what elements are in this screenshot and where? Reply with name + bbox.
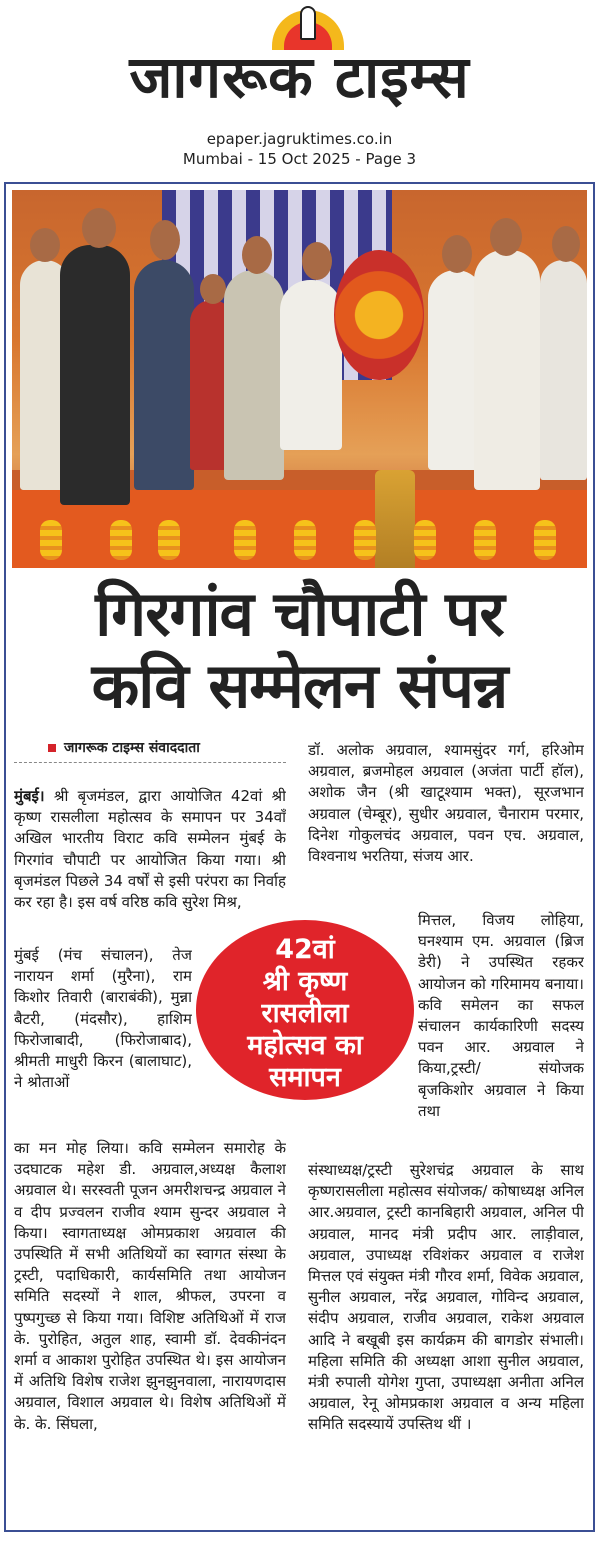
- dateline-city: मुंबई।: [14, 787, 45, 805]
- logo-pen-nib-icon: [300, 6, 316, 40]
- masthead: [0, 0, 599, 180]
- badge-line-2: श्री कृष्ण: [262, 966, 348, 997]
- newspaper-title: जागरूक टाइम्स: [129, 43, 470, 111]
- article-right-paragraph-2: संस्थाध्यक्ष/ट्रस्टी सुरेशचंद्र अग्रवाल के साथ कृष्णरासलीला महोत्सव संयोजक/ कोषाध्यक्ष अनिल आर.अग्रवाल, ट्रस्टी कानबिहारी अग्रवाल, अनिल पी अग्रवाल, मानद मंत्री प्रदीप आर. लाड़ीवाल, अग्रवाल, उपाध्यक्ष रविशंकर अग्रवाल व राजेश मित्तल एवं संयुक्त मंत्री गौरव शर्मा, विवेक अग्रवाल, सुनील अग्रवाल, नरेंद्र अग्रवाल, गोविन्द अग्रवाल, संदीप अग्रवाल, राजीव अग्रवाल, राकेश अग्रवाल आदि ने बखूबी इस कार्यक्रम की बागडोर संभाली। महिला समिति की अध्यक्षा आशा सुनील अग्रवाल, मंत्री रुपाली योगेश गुप्ता, उपाध्यक्षा अनीता अनिल अग्रवाल, रेनू ओमप्रकाश अग्रवाल व अन्य महिला समिति सदस्यायें उपस्तिथ थीं ।: [308, 1161, 584, 1434]
- edition-dateline: Mumbai - 15 Oct 2025 - Page 3: [182, 150, 417, 168]
- headline: [12, 578, 587, 722]
- highlight-badge: [196, 920, 414, 1100]
- article-left-paragraph-2: का मन मोह लिया। कवि सम्मेलन समारोह के उदघाटक महेश डी. अग्रवाल,अध्यक्ष कैलाश अग्रवाल थे। सरस्वती पूजन अमरीशचन्द्र अग्रवाल ने व दीप प्रज्वलन राजीव श्याम सुन्दर अग्रवाल ने किया। स्वागताध्यक्ष ओमप्रकाश अग्रवाल की उपस्थिति में सभी अतिथियों का स्वागत संस्था के ट्रस्टी, पदाधिकारी, कार्यसमिति तथा आयोजन समिति सदस्यों ने शाल, श्रीफल, उपरना व पुष्पगुच्छ से किया गया। विशिष्ट अतिथिओं में राज के. पुरोहित, अतुल शाह, स्वामी डॉ. देवकीनंदन शर्मा व आकाश पुरोहित उपस्थित थे। इस आयोजन में अतिथि विशेष राजेश झुनझुनवाला, नारायणदास अग्रवाल, विशाल अग्रवाल थे। विशेष अतिथिओं में के. के. सिंघला,: [14, 1139, 286, 1433]
- event-photo: [12, 190, 587, 568]
- badge-line-5: समापन: [269, 1062, 341, 1093]
- headline-line-2: कवि सम्मेलन संपन्न: [91, 649, 508, 722]
- badge-line-1: 42वां: [275, 934, 335, 965]
- headline-line-1: गिरगांव चौपाटी पर: [95, 577, 504, 650]
- badge-line-4: महोत्सव का: [247, 1030, 363, 1061]
- article-left-wrap: मुंबई (मंच संचालन), तेज नारायन शर्मा (मुरैना), राम किशोर तिवारी (बाराबंकी), मुन्ना बैटरी, (मंदसौर), हाशिम फिरोजाबादी, (फिरोजाबाद), श्रीमती माधुरी किरन (बालाघाट), ने श्रोताओं: [14, 946, 192, 1092]
- byline: जागरूक टाइम्स संवाददाता: [64, 740, 200, 756]
- article-right-paragraph-1: डॉ. अलोक अग्रवाल, श्यामसुंदर गर्ग, हरिओम अग्रवाल, ब्रजमोहल अग्रवाल (अजंता पार्टी हॉल), अशोक जैन (श्री खाटूश्याम भक्त), सूरजभान अग्रवाल (चेम्बूर), सुधीर अग्रवाल, चैनाराम परमार, दिनेश गोकुलचंद अग्रवाल, पवन एच. अग्रवाल, विश्वनाथ भरतिया, संजय आर.: [308, 741, 584, 866]
- epaper-url[interactable]: epaper.jagruktimes.co.in: [206, 130, 393, 148]
- badge-line-3: रासलीला: [261, 998, 349, 1029]
- article-left-column-top: [14, 786, 286, 946]
- byline-bullet-icon: [48, 744, 56, 752]
- article-left-paragraph-1: श्री बृजमंडल, द्वारा आयोजित 42वां श्री कृष्ण रासलीला महोत्सव के समापन पर 34वाँ अखिल भारतीय विराट कवि सम्मेलन मुंबई के गिरगांव चौपाटी पर आयोजित किया गया। श्री बृजमंडल पिछले 34 वर्षों से इसी परंपरा का निर्वाह कर रहा है। इस वर्ष वरिष्ठ कवि सुरेश मिश्र,: [14, 787, 286, 912]
- byline-divider: [14, 762, 286, 763]
- article-right-wrap: मित्तल, विजय लोहिया, घनश्याम एम. अग्रवाल (ब्रिज डेरी) ने उपस्थित रहकर आयोजन को गरिमामय बनाया। कवि समेलन का सफल संचालन कार्यकारिणी सदस्य पवन आर. अग्रवाल ने किया,ट्रस्टी/ संयोजक बृजकिशोर अग्रवाल ने किया तथा: [418, 911, 584, 1120]
